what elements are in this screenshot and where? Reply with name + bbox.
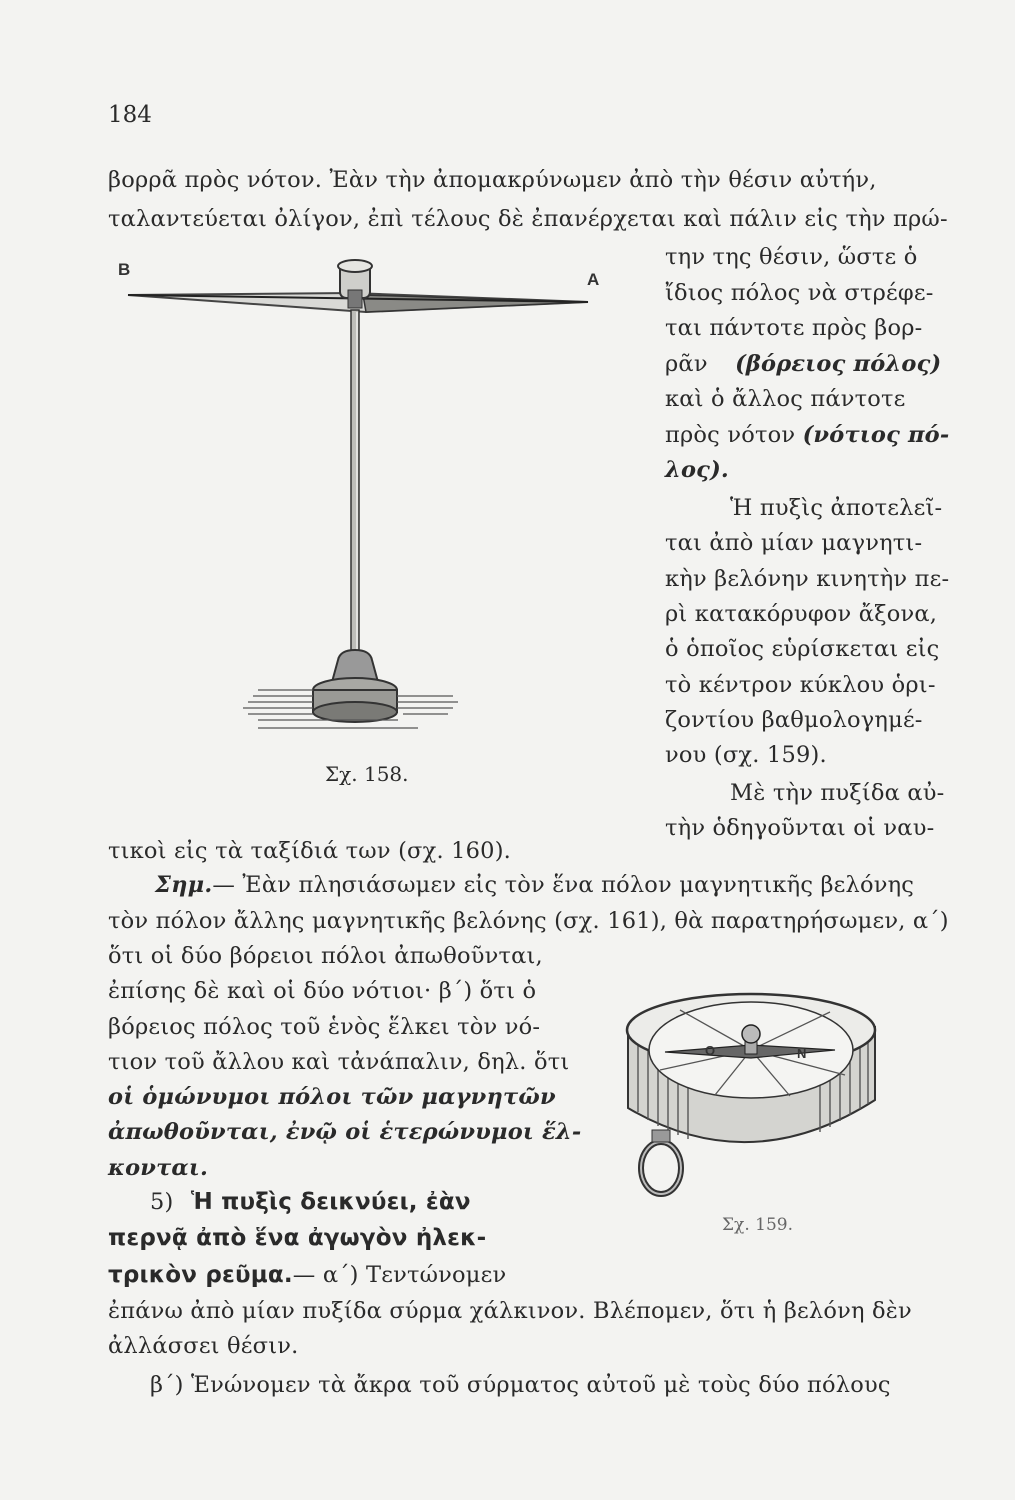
right-line-12: ὁ ὁποῖος εὑρίσκεται εἰς [665, 636, 940, 662]
figure-158-label-b: B [118, 260, 131, 279]
right-line-9: ται ἀπὸ μίαν μαγνητι- [665, 530, 923, 556]
text-line-6: ὅτι οἱ δύο βόρειοι πόλοι ἀπωθοῦνται, [108, 943, 543, 969]
right-line-8: Ἡ πυξὶς ἀποτελεῖ- [730, 495, 943, 521]
compass-mark-n: N [797, 1046, 807, 1061]
text-line-5: τὸν πόλον ἄλλης μαγνητικῆς βελόνης (σχ. 161), θὰ παρατηρήσωμεν, α΄) [108, 908, 949, 934]
right-line-16: Μὲ τὴν πυξίδα αὐ- [730, 780, 945, 806]
bold-term: οἱ ὁμώνυμοι πόλοι τῶν μαγνητῶν [108, 1084, 556, 1110]
text-line-10 [108, 1084, 556, 1110]
figure-159-caption: Σχ. 159. [722, 1215, 793, 1235]
right-line-11: ρὶ κατακόρυφον ἄξονα, [665, 601, 938, 627]
text-line-8: βόρειος πόλος τοῦ ἑνὸς ἕλκει τὸν νό- [108, 1014, 541, 1040]
page-number: 184 [108, 102, 152, 128]
section-heading: Ἡ πυξὶς δεικνύει, ἐὰν [190, 1189, 471, 1215]
right-line-13: τὸ κέντρον κύκλου ὁρι- [665, 672, 936, 698]
text-line-7: ἐπίσης δὲ καὶ οἱ δύο νότιοι· β΄) ὅτι ὁ [108, 978, 537, 1004]
text-line-1 [108, 167, 950, 193]
right-line-17: τὴν ὁδηγοῦνται οἱ ναυ- [665, 815, 935, 841]
bold-term: (βόρειος πόλος) [735, 351, 942, 377]
figure-159-compass-illustration [620, 990, 890, 1220]
text-span: — α΄) Τεντώνομεν [292, 1262, 507, 1288]
bold-term: κονται. [108, 1155, 209, 1181]
right-line-3: ται πάντοτε πρὸς βορ- [665, 315, 923, 341]
right-line-15: νου (σχ. 159). [665, 742, 827, 768]
right-line-6 [665, 422, 949, 448]
bold-term: (νότιος πό- [802, 422, 950, 448]
section-heading: περνᾷ ἀπὸ ἕνα ἀγωγὸν ἠλεκ- [108, 1225, 487, 1251]
text-line-15 [108, 1262, 506, 1288]
text-line-11 [108, 1119, 581, 1145]
text-line-9: τιον τοῦ ἄλλου καὶ τἀνάπαλιν, δηλ. ὅτι [108, 1049, 570, 1075]
note-label: Σημ. [155, 872, 213, 898]
text-span: βορρᾶ πρὸς νότον. Ἐὰν τὴν ἀπομακρύνωμεν ἀπὸ τὴν θέσιν αὐτήν, [108, 167, 877, 193]
text-span: πρὸς νότον [665, 422, 796, 448]
bold-term: λος). [665, 457, 729, 483]
figure-158-caption: Σχ. 158. [325, 762, 409, 786]
text-line-12 [108, 1155, 208, 1181]
figure-158-needle-illustration [108, 250, 658, 750]
figure-158-label-a: A [587, 270, 600, 289]
bold-term: ἀπωθοῦνται, ἐνῷ οἱ ἑτερώνυμοι ἕλ- [108, 1119, 582, 1145]
text-line-16: ἐπάνω ἀπὸ μίαν πυξίδα σύρμα χάλκινον. Βλέπομεν, ὅτι ἡ βελόνη δὲν [108, 1298, 912, 1324]
text-line-3: τικοὶ εἰς τὰ ταξίδιά των (σχ. 160). [108, 838, 512, 864]
section-heading: τρικὸν ρεῦμα. [108, 1262, 293, 1288]
right-line-10: κὴν βελόνην κινητὴν πε- [665, 566, 950, 592]
right-line-2: ἴδιος πόλος νὰ στρέφε- [665, 280, 934, 306]
section-number: 5) [150, 1189, 174, 1215]
right-line-1: την της θέσιν, ὥστε ὁ [665, 244, 918, 270]
right-line-14: ζοντίου βαθμολογημέ- [665, 707, 923, 733]
text-line-4 [155, 872, 950, 898]
text-line-2: ταλαντεύεται ὀλίγον, ἐπὶ τέλους δὲ ἐπανέρχεται καὶ πάλιν εἰς τὴν πρώ- [108, 206, 948, 232]
text-line-13 [150, 1189, 471, 1215]
text-line-14 [108, 1225, 486, 1251]
text-span: ρᾶν [665, 351, 708, 377]
text-line-17: ἀλλάσσει θέσιν. [108, 1333, 299, 1359]
compass-mark-o: O [705, 1043, 716, 1058]
text-line-18: β΄) Ἑνώνομεν τὰ ἄκρα τοῦ σύρματος αὐτοῦ μὲ τοὺς δύο πόλους [150, 1372, 891, 1398]
right-line-7 [665, 457, 729, 483]
right-line-5: καὶ ὁ ἄλλος πάντοτε [665, 386, 906, 412]
right-line-4 [665, 351, 950, 377]
text-span: — Ἐὰν πλησιάσωμεν εἰς τὸν ἕνα πόλον μαγνητικῆς βελόνης [212, 872, 915, 898]
